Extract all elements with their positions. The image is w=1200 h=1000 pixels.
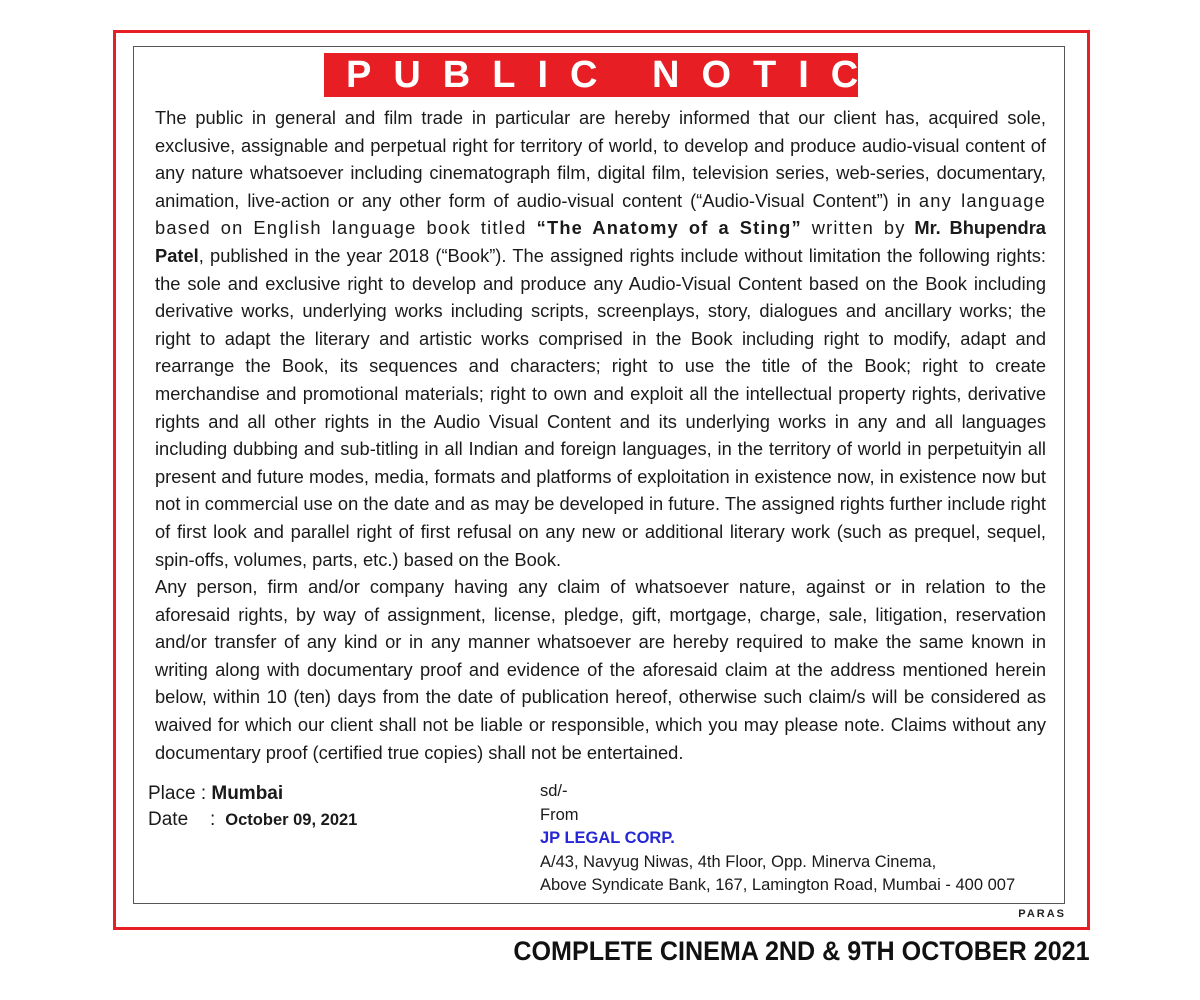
date-value: October 09, 2021 <box>225 811 358 829</box>
author-name: Mr. Bhupendra Patel <box>155 217 1046 266</box>
place-label: Place <box>148 783 196 804</box>
signature-sd: sd/- <box>540 782 568 800</box>
place-value: Mumbai <box>211 783 284 804</box>
publication-footer: COMPLETE CINEMA 2ND & 9TH OCTOBER 2021 <box>513 936 1090 966</box>
paragraph-1-text-b: any language based on English language book titled <box>155 189 1046 239</box>
notice-body <box>155 104 1046 766</box>
signature-from: From <box>540 805 579 824</box>
address-line-1: A/43, Navyug Niwas, 4th Floor, Opp. Minerva Cinema, <box>540 852 937 871</box>
book-title: “The Anatomy of a Sting” <box>536 217 802 239</box>
place-date-block <box>148 781 357 833</box>
notice-paragraph-2: Any person, firm and/or company having any claim of whatsoever nature, against or in relation to the aforesaid rights, by way of assignment, license, pledge, gift, mortgage, charge, sale, litigation, reservation and/or transfer of any kind or in any manner whatsoever are hereby required to make the same known in writing along with documentary proof and evidence of the aforesaid claim at the address mentioned herein below, within 10 (ten) days from the date of publication hereof, otherwise such claim/s will be considered as waived for which our client shall not be liable or responsible, which you may please note. Claims without any documentary proof (certified true copies) shall not be entertained. <box>155 576 1046 763</box>
paragraph-1-text-a: The public in general and film trade in particular are hereby informed that our client has, acquired sole, exclusive, assignable and perpetual right for territory of world, to develop and produce audio-visual content of any nature whatsoever including cinematograph film, digital film, television series, web-series, documentary, animation, live-action or any other form of audio-visual content (“Audio-Visual Content”) in <box>155 107 1046 211</box>
notice-title: PUBLIC NOTICE <box>324 53 858 97</box>
place-colon: : <box>200 783 207 804</box>
notice-paragraph-1 <box>155 104 1046 573</box>
signature-block <box>540 780 1015 898</box>
date-colon: : <box>210 809 216 830</box>
paragraph-1-text-c: written by <box>801 217 906 239</box>
designer-credit: PARAS <box>1018 908 1066 920</box>
place-row <box>148 781 357 807</box>
firm-name: JP LEGAL CORP. <box>540 829 675 848</box>
date-row <box>148 807 357 833</box>
address-line-2: Above Syndicate Bank, 167, Lamington Road, Mumbai - 400 007 <box>540 876 1016 895</box>
paragraph-1-text-d: , published in the year 2018 (“Book”). The assigned rights include without limitation the following rights: the sole and exclusive right to develop and produce any Audio-Visual Content based on the Book including derivative works, underlying works including scripts, screenplays, story, dialogues and ancillary works; the right to adapt the literary and artistic works comprised in the Book including right to modify, adapt and rearrange the Book, its sequences and characters; right to use the title of the Book; right to create merchandise and promotional materials; right to own and exploit all the intellectual property rights, derivative rights and all other rights in the Audio Visual Content and its underlying works in any and all languages including dubbing and sub-titling in all Indian and foreign languages, in the territory of world in perpetuityin all present and future modes, media, formats and platforms of exploitation in existence now, in existence now but not in commercial use on the date and as may be developed in future. The assigned rights further include right of first look and parallel right of first refusal on any new or additional literary work (such as prequel, sequel, spin-offs, volumes, parts, etc.) based on the Book. <box>155 244 1046 570</box>
date-label: Date <box>148 809 189 830</box>
